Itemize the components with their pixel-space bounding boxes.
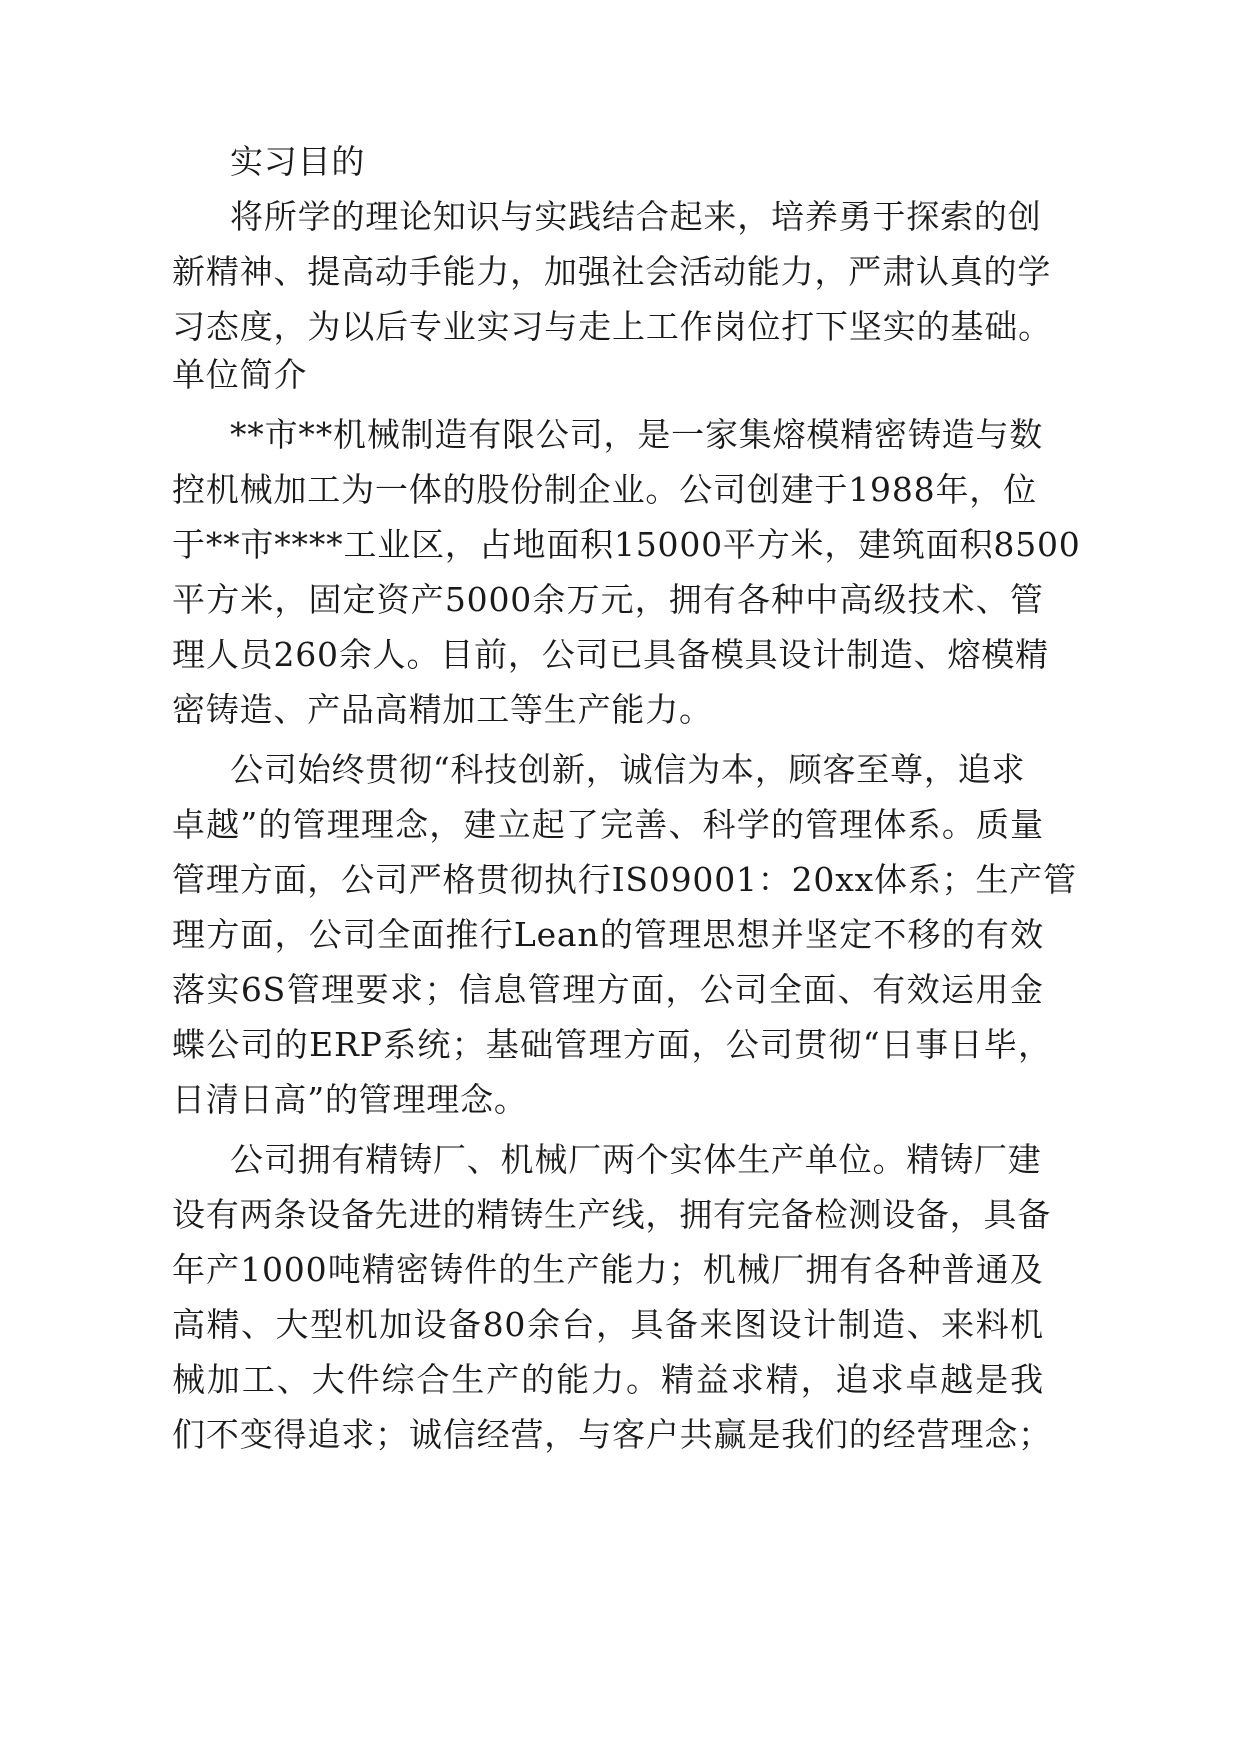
paragraph-line: 公 司 始 终 贯 彻 “ 科 技 创 新 ， 诚 信 为 本 ， 顾 客 至 尊 ， 追 求 <box>230 750 1026 789</box>
paragraph-line: 平 方 米 ， 固 定 资 产 5000 余 万 元 ， 拥 有 各 种 中 高 级 技 术 、 管 <box>172 580 1044 619</box>
paragraph-line: 公 司 拥 有 精 铸 厂 、 机 械 厂 两 个 实 体 生 产 单 位 。 精 铸 厂 建 <box>230 1140 1042 1179</box>
paragraph-line: 蝶 公 司 的 ERP 系 统 ； 基 础 管 理 方 面 ， 公 司 贯 彻 “ 日 事 日 毕 ， <box>172 1025 1052 1064</box>
paragraph-line: 控 机 械 加 工 为 一 体 的 股 份 制 企 业 。 公 司 创 建 于 1988 年 ， 位 <box>172 470 1037 509</box>
paragraph-line: 新 精 神 、 提 高 动 手 能 力 ， 加 强 社 会 活 动 能 力 ， 严 肃 认 真 的 学 <box>172 252 1052 291</box>
paragraph-line: 日清日高”的管理理念。 <box>172 1080 528 1119</box>
paragraph-line: 们 不 变 得 追 求 ； 诚 信 经 营 ， 与 客 户 共 赢 是 我 们 的 经 营 理 念 ； <box>172 1415 1052 1454</box>
paragraph-line: 设 有 两 条 设 备 先 进 的 精 铸 生 产 线 ， 拥 有 完 备 检 测 设 备 ， 具 备 <box>172 1195 1052 1234</box>
paragraph-line: 习 态 度 ， 为 以 后 专 业 实 习 与 走 上 工 作 岗 位 打 下 坚 实 的 基 础 。 <box>172 307 1052 346</box>
paragraph-line: 年 产 1000 吨 精 密 铸 件 的 生 产 能 力 ； 机 械 厂 拥 有 各 种 普 通 及 <box>172 1250 1044 1289</box>
paragraph-line: 管 理 方 面 ， 公 司 严 格 贯 彻 执 行 IS09001 ： 20xx 体 系 ； 生 产 管 <box>172 860 1077 899</box>
paragraph-line: 理 人 员 260 余 人 。 目 前 ， 公 司 已 具 备 模 具 设 计 制 造 、 熔 模 精 <box>172 635 1049 674</box>
paragraph-line: 将 所 学 的 理 论 知 识 与 实 践 结 合 起 来 ， 培 养 勇 于 探 索 的 创 <box>230 197 1042 236</box>
paragraph-line: 卓 越 ” 的 管 理 理 念 ， 建 立 起 了 完 善 、 科 学 的 管 理 体 系 。 质 量 <box>172 805 1044 844</box>
paragraph-line: 密铸造、产品高精加工等生产能力。 <box>172 690 713 729</box>
paragraph-line: 理 方 面 ， 公 司 全 面 推 行 Lean 的 管 理 思 想 并 坚 定 不 移 的 有 效 <box>172 915 1044 954</box>
paragraph-line: 高 精 、 大 型 机 加 设 备 80 余 台 ， 具 备 来 图 设 计 制 造 、 来 料 机 <box>172 1305 1044 1344</box>
heading-purpose: 实习目的 <box>230 142 366 181</box>
paragraph-line: 械 加 工 、 大 件 综 合 生 产 的 能 力 。 精 益 求 精 ， 追 求 卓 越 是 我 <box>172 1360 1044 1399</box>
paragraph-line: ** 市 ** 机 械 制 造 有 限 公 司 ， 是 一 家 集 熔 模 精 密 铸 造 与 数 <box>230 415 1044 454</box>
heading-intro: 单位简介 <box>172 355 308 394</box>
paragraph-line: 落 实 6S 管 理 要 求 ； 信 息 管 理 方 面 ， 公 司 全 面 、 有 效 运 用 金 <box>172 970 1044 1009</box>
paragraph-line: 于 ** 市 **** 工 业 区 ， 占 地 面 积 15000 平 方 米 ， 建 筑 面 积 8500 <box>172 525 1081 564</box>
